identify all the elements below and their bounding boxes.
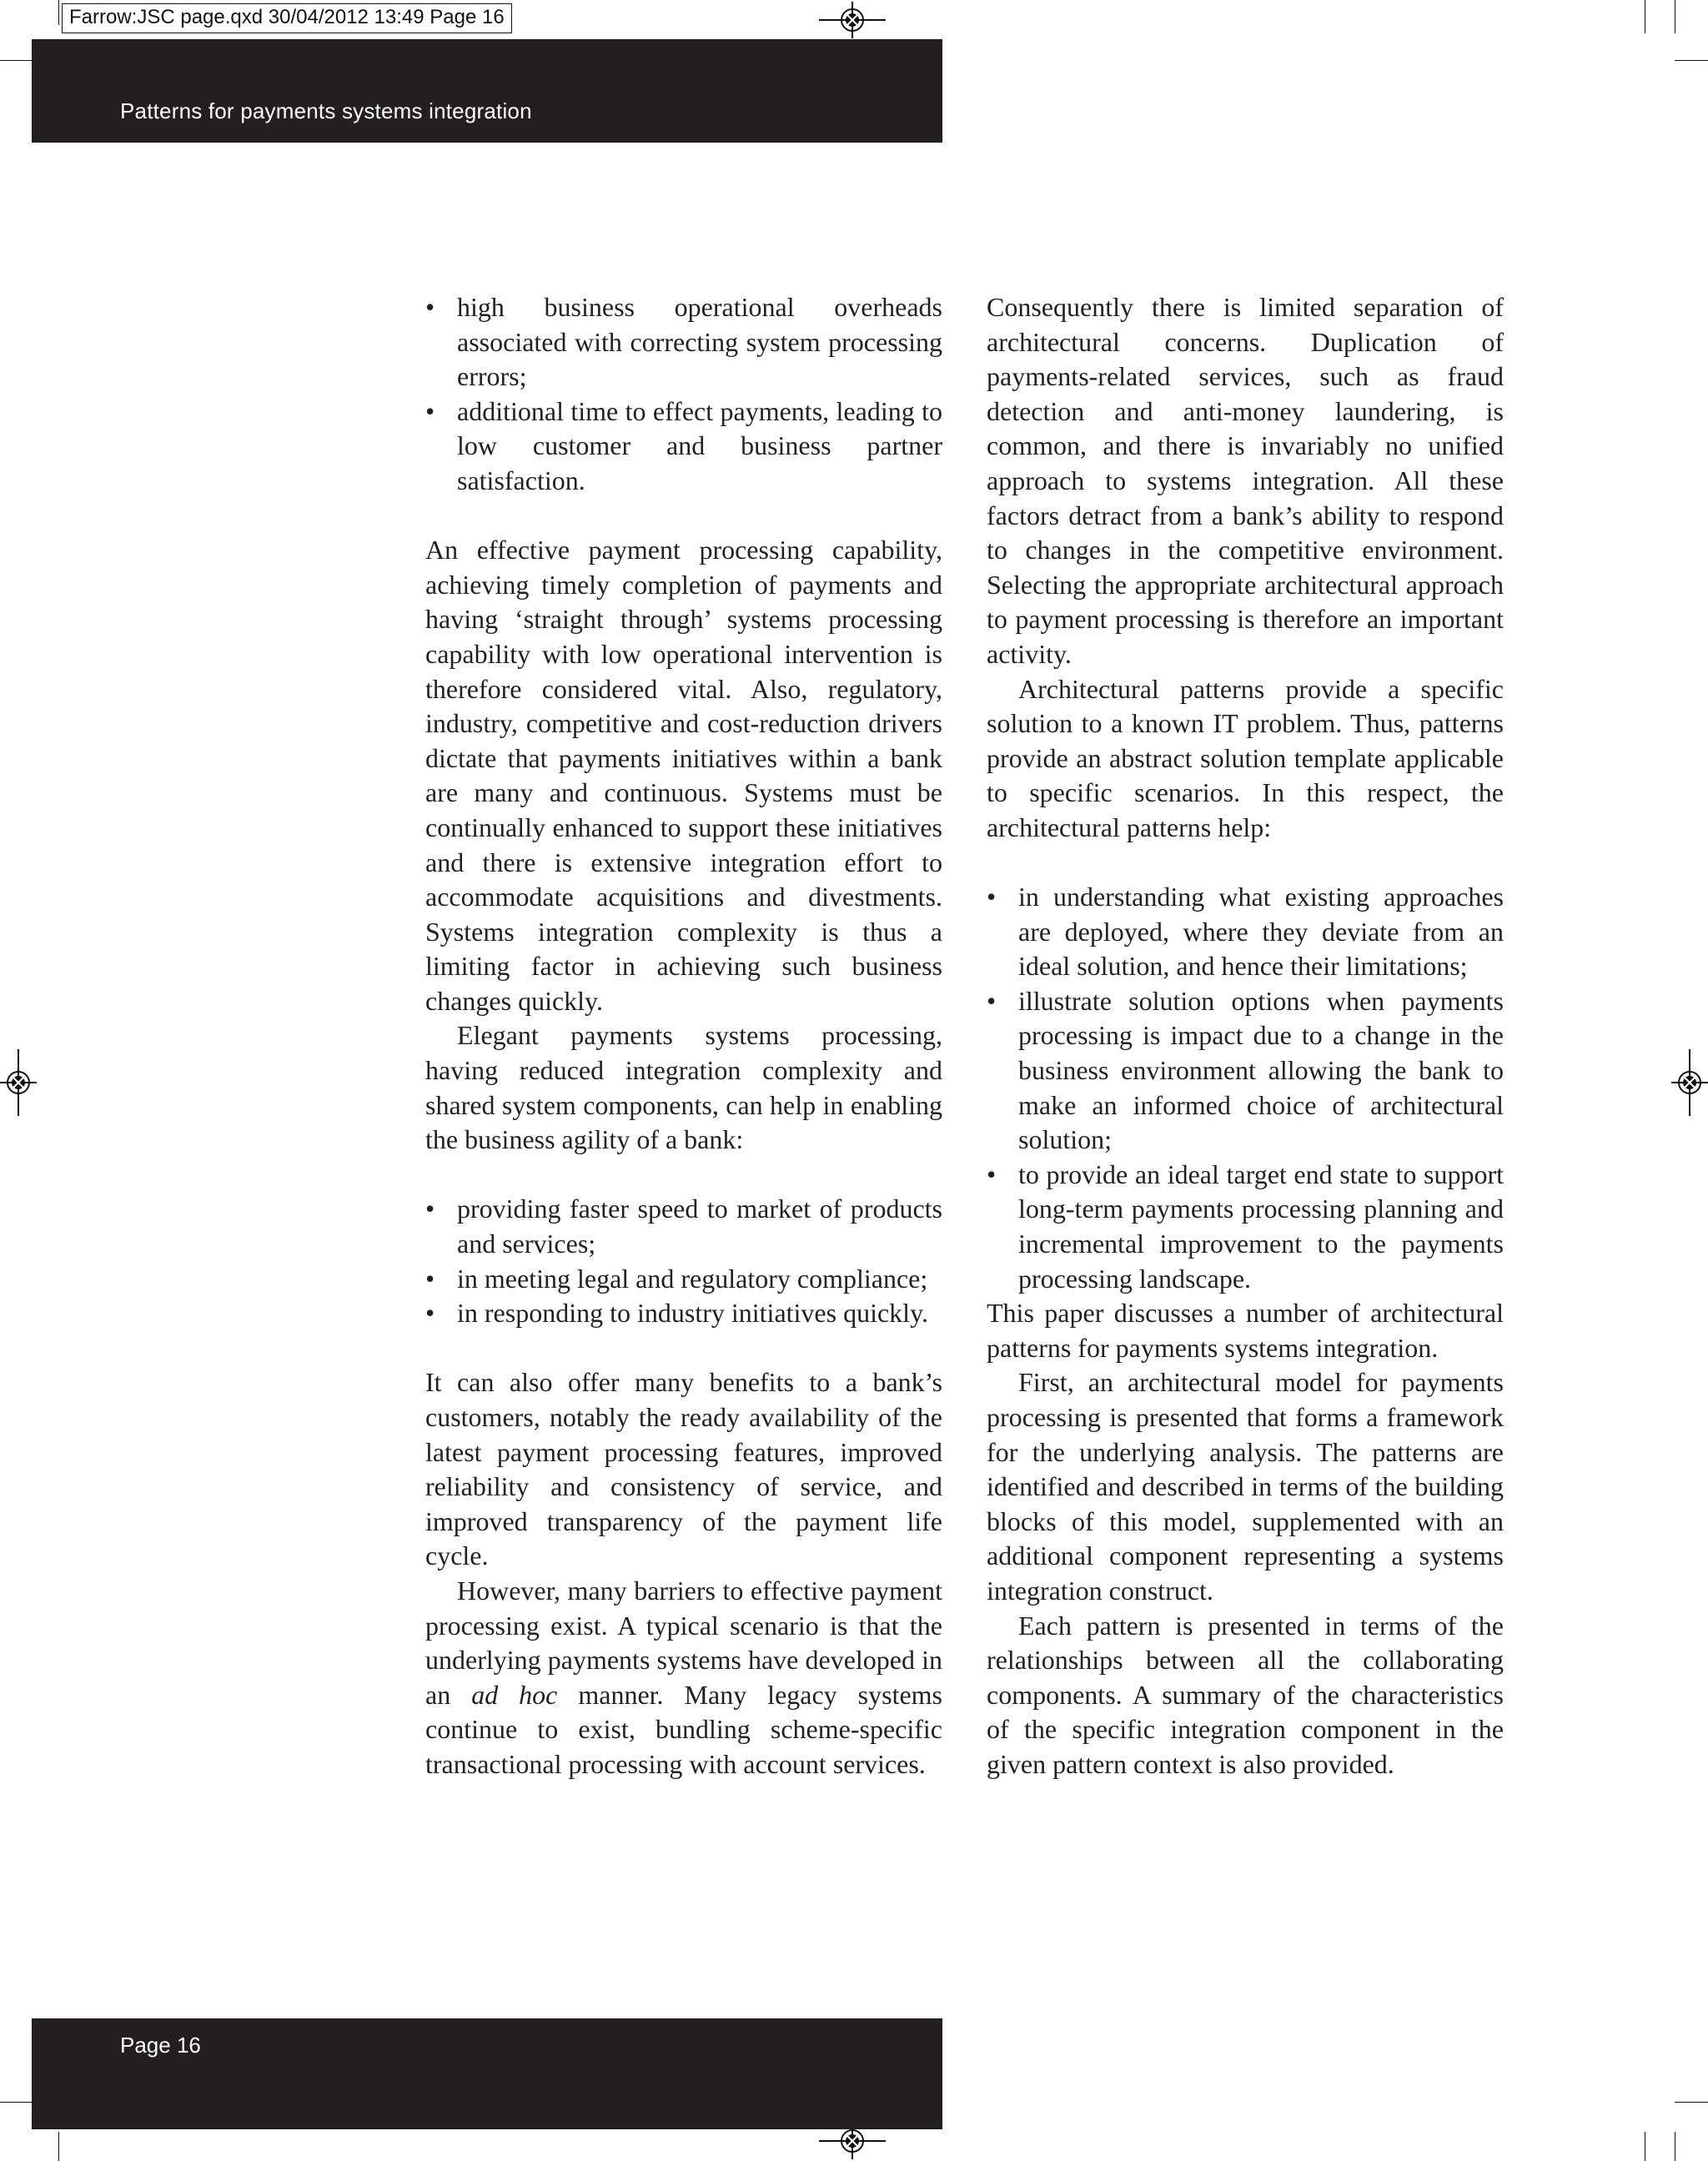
- paragraph: It can also offer many benefits to a bank’s customers, notably the ready availability of the latest payment processing features, improved reliability and consistency of service, and improved transparency of the payment life cycle.: [425, 1367, 942, 1571]
- paragraph: [425, 1574, 942, 1782]
- paragraph: Elegant payments systems processing, having reduced integration complexity and shared system components, can help in enabling the business agility of a bank:: [425, 1020, 942, 1155]
- crop-mark: [58, 0, 59, 25]
- bullet-list: [987, 880, 1504, 1296]
- page-number: Page 16: [120, 2033, 201, 2058]
- running-head: Patterns for payments systems integration: [120, 98, 532, 123]
- paragraph-text: manner. Many legacy systems continue to exist, bundling scheme-specific transactional processing with account services.: [425, 1679, 942, 1779]
- list-item: • additional time to effect payments, leading to low customer and business partner satisfaction.: [425, 395, 942, 499]
- bullet-list: [425, 1192, 942, 1330]
- paragraph: First, an architectural model for payments processing is presented that forms a framework for the underlying analysis. The patterns are identified and described in terms of the building blocks of this model, supplemented with an additional component representing a systems integration construct.: [987, 1367, 1504, 1606]
- crop-mark: [0, 60, 33, 61]
- list-item: • in meeting legal and regulatory compliance;: [425, 1262, 942, 1297]
- list-item: • illustrate solution options when payments processing is impact due to a change in the business environment allowing the bank to make an informed choice of architectural solution;: [987, 984, 1504, 1158]
- header-bar: [32, 39, 942, 143]
- paragraph: Consequently there is limited separation of architectural concerns. Duplication of payments-related services, such as fraud detection and anti-money laundering, is common, and there is invariably no unified approach to systems integration. All these factors detract from a bank’s ability to respond to changes in the competitive environment. Selecting the appropriate architectural approach to payment processing is therefore an important activity.: [987, 292, 1504, 669]
- list-item: • providing faster speed to market of products and services;: [425, 1192, 942, 1261]
- list-item: • high business operational overheads associated with correcting system processing errors;: [425, 290, 942, 395]
- list-item: • in understanding what existing approaches are deployed, where they deviate from an ideal solution, and hence their limitations;: [987, 880, 1504, 984]
- crop-mark: [0, 2102, 33, 2103]
- paragraph-text: However, many barriers to effective payment processing exist. A typical scenario is that the underlying payments systems have developed in an: [425, 1575, 942, 1710]
- bullet-list: [425, 290, 942, 499]
- paragraph: An effective payment processing capability, achieving timely completion of payments and having ‘straight through’ systems processing capability with low operational intervention is therefore considered vital. Also, regulatory, industry, competitive and cost-reduction drivers dictate that payments initiatives within a bank are many and continuous. Systems must be continually enhanced to support these initiatives and there is extensive integration effort to accommodate acquisitions and divestments. Systems integration complexity is thus a limiting factor in achieving such business changes quickly.: [425, 535, 942, 1016]
- crop-mark: [1675, 2102, 1708, 2103]
- registration-mark-icon: [1671, 1049, 1708, 1116]
- right-column: [987, 290, 1504, 1782]
- print-slug: Farrow:JSC page.qxd 30/04/2012 13:49 Page 16: [62, 3, 512, 33]
- left-column: [425, 290, 942, 1782]
- registration-mark-icon: [819, 2, 886, 38]
- paragraph: Architectural patterns provide a specific solution to a known IT problem. Thus, patterns provide an abstract solution template applicable to specific scenarios. In this respect, the architectural patterns help:: [987, 673, 1504, 842]
- paragraph: Each pattern is presented in terms of the relationships between all the collaborating components. A summary of the characteristics of the specific integration component in the given pattern context is also provided.: [987, 1610, 1504, 1779]
- registration-mark-icon: [0, 1049, 37, 1116]
- italic-term: ad hoc: [471, 1679, 558, 1710]
- crop-mark: [1675, 60, 1708, 61]
- paragraph: This paper discusses a number of architectural patterns for payments systems integration.: [987, 1298, 1504, 1363]
- crop-mark: [58, 2132, 59, 2161]
- list-item: • in responding to industry initiatives quickly.: [425, 1296, 942, 1331]
- list-item: • to provide an ideal target end state to support long-term payments processing planning and incremental improvement to the payments processing landscape.: [987, 1158, 1504, 1296]
